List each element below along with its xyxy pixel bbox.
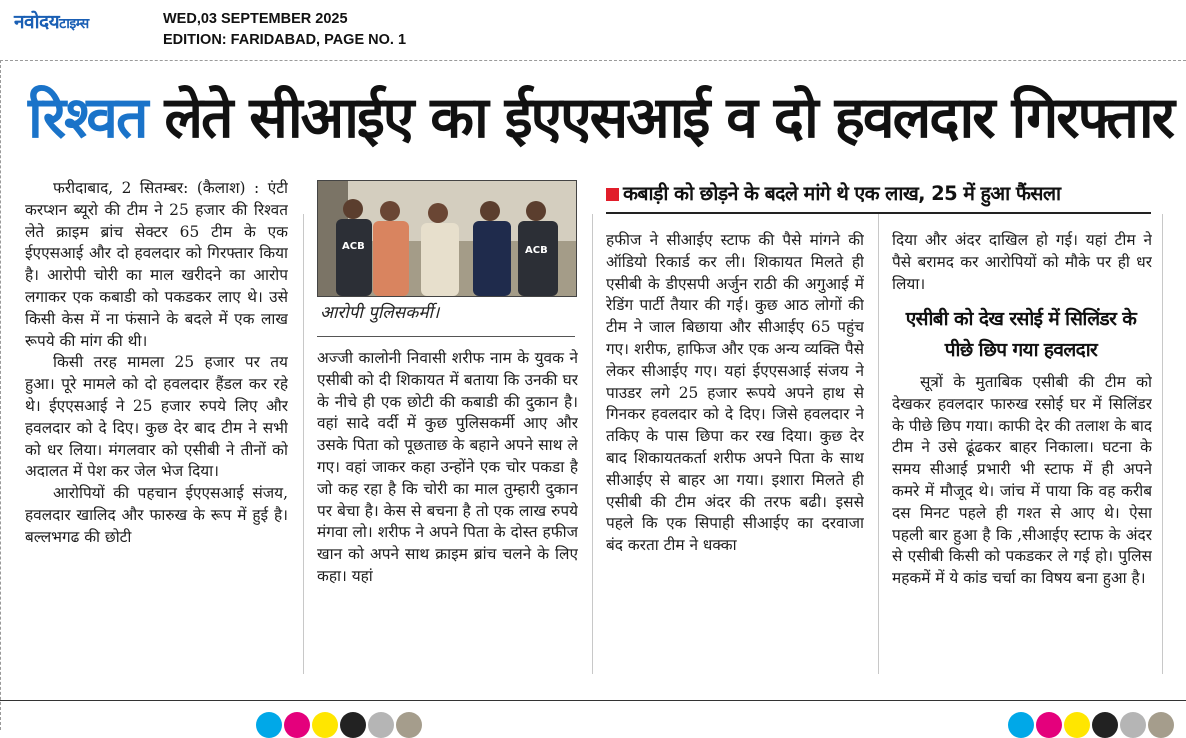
logo-text: नवोदय xyxy=(14,11,60,33)
paragraph: सूत्रों के मुताबिक एसीबी की टीम को देखकर हवलदार फारुख रसोई घर में सिलिंडर के पीछे छिप गया। काफी देर की तलाश के बाद टीम ने उसे ढूंढकर बाहर निकाला। घटना के समय सीआई प्रभारी भी स्टाफ में ही अपने कमरे में मौजूद थे। जांच में पाया कि वह करीब दस मिनट पहले ही गश्त से आए थे। ऐसा पहली बार हुआ है कि ,सीआईए स्टाफ के अंदर से एसीबी किसी को पकडकर ले गई हो। पुलिस महकमें में ये कांड चर्चा का विषय बना हुआ है। xyxy=(892,373,1152,588)
news-photo xyxy=(317,180,577,297)
registration-dot xyxy=(1008,712,1034,738)
column-divider xyxy=(303,214,304,674)
clipping-cut-line xyxy=(0,60,1186,61)
paragraph: दिया और अंदर दाखिल हो गई। यहां टीम ने पैसे बरामद कर आरोपियों को मौके पर ही धर लिया। xyxy=(892,231,1152,293)
registration-dot xyxy=(312,712,338,738)
registration-dot xyxy=(1036,712,1062,738)
sub-headline-text: कबाड़ी को छोड़ने के बदले मांगे थे एक लाख, 25 में हुआ फैंसला xyxy=(623,182,1061,205)
article-column-2 xyxy=(317,348,578,676)
inner-heading: एसीबी को देख रसोई में सिलिंडर के पीछे छिप गया हवलदार xyxy=(905,308,1137,361)
caption-rule xyxy=(317,336,575,337)
masthead xyxy=(0,0,1186,60)
article-column-4-top xyxy=(892,230,1152,298)
jacket-text: ACB xyxy=(525,245,548,256)
registration-marks-right xyxy=(1008,712,1174,736)
registration-dot xyxy=(340,712,366,738)
paragraph: आरोपियों की पहचान ईएएसआई संजय, हवलदार खालिद और फारुख के रूप में हुई है। बल्लभगढ की छोटी xyxy=(25,484,288,546)
registration-marks-center xyxy=(256,712,422,736)
registration-dot xyxy=(256,712,282,738)
paragraph: अज्जी कालोनी निवासी शरीफ नाम के युवक ने एसीबी को दी शिकायत में बताया कि उनकी घर के नीचे ही एक छोटी की कबाडी की दुकान है। वहां सादे वर्दी में कुछ पुलिसकर्मी आए और उसके पिता को पूछताछ के बहाने अपने साथ ले गए। वहां जाकर कहा उन्होंने एक चोर पकडा है जो कह रहा है कि चोरी का माल तुम्हारी दुकान पर बेचा है। केस से बचना है तो एक लाख रुपये मंगवा लो। शरीफ ने अपने पिता के दोस्त हफीज खान को अपने साथ क्राइम ब्रांच चलने के लिए कहा। यहां xyxy=(317,349,578,585)
edition-line: EDITION: FARIDABAD, PAGE NO. 1 xyxy=(163,32,407,48)
registration-dot xyxy=(1064,712,1090,738)
registration-dot xyxy=(1148,712,1174,738)
headline-accent: रिश्वत xyxy=(28,85,147,151)
red-bullet-icon xyxy=(606,188,619,201)
date-line: WED,03 SEPTEMBER 2025 xyxy=(163,11,348,27)
headline-rest: लेते सीआईए का ईएएसआई व दो हवलदार गिरफ्तार xyxy=(146,85,1173,151)
jacket-text: ACB xyxy=(342,241,365,252)
article-column-1 xyxy=(25,178,288,678)
paragraph: हफीज ने सीआईए स्टाफ की पैसे मांगने की ऑडियो रिकार्ड कर ली। शिकायत मिलते ही एसीबी के डीएसपी अर्जुन राठी की अगुआई में रेडिंग पार्टी तैयार की गई। कुछ आठ लोगों की टीम ने जाल बिछाया और सीआईए 65 पहुंच गए। शरीफ, हाफिज और एक अन्य व्यक्ति पैसे लेकर सीआईए गए। यहां ईएएसआई संजय ने पाउडर लगे 25 हजार रूपये अपने हाथ से गिनकर हवलदार को दे दिए। जिसे हवलदार ने तकिए के पास छिपा कर रख दिया। कुछ देर बाद शिकायतकर्ता शरीफ अपने पिता के साथ सीआईए से बाहर आ गया। इशारा मिलते ही एसीबी की टीम अंदर की तरफ बढी। इससे पहले कि एक सिपाही सीआईए का दरवाजा बंद करता टीम ने धक्का xyxy=(606,231,864,555)
registration-dot xyxy=(396,712,422,738)
column-divider xyxy=(592,214,593,674)
registration-dot xyxy=(1092,712,1118,738)
clipping-left-edge xyxy=(0,60,1,730)
article-column-3 xyxy=(606,230,864,680)
column-divider xyxy=(878,214,879,674)
page-bottom-rule xyxy=(0,700,1186,701)
sub-headline xyxy=(606,178,1151,210)
registration-dot xyxy=(1120,712,1146,738)
column-divider xyxy=(1162,214,1163,674)
registration-dot xyxy=(284,712,310,738)
photo-caption: आरोपी पुलिसकर्मी। xyxy=(320,303,440,323)
main-headline xyxy=(28,72,1173,164)
newspaper-logo xyxy=(14,8,89,34)
paragraph: फरीदाबाद, 2 सितम्बर: (कैलाश) : एंटी करप्शन ब्यूरो की टीम ने 25 हजार की रिश्वत लेते क्राइम ब्रांच सेक्टर 65 टीम के एक ईएएसआई और दो हवलदार को गिरफ्तार किया है। आरोपी चोरी का माल खरीदने का आरोप लगाकर एक कबाडी को पकडकर लाए थे। उसे किसी केस में ना फंसाने के बदले में एक लाख रूपये की मांग की थी। xyxy=(25,179,288,350)
photo-illustration xyxy=(318,181,576,296)
logo-suffix: टाइम्स xyxy=(59,16,89,32)
paragraph: किसी तरह मामला 25 हजार पर तय हुआ। पूरे मामले को दो हवलदार हैंडल कर रहे थे। ईएएसआई ने 25 हजार रुपये लिए और हवलदार को दे दिए। कुछ देर बाद टीम ने सभी को धर लिया। मंगलवार को एसीबी ने तीनों को अदालत में पेश कर जेल भेज दिया। xyxy=(25,353,288,481)
article-column-4-bottom xyxy=(892,372,1152,678)
registration-dot xyxy=(368,712,394,738)
edition-meta xyxy=(163,9,406,51)
